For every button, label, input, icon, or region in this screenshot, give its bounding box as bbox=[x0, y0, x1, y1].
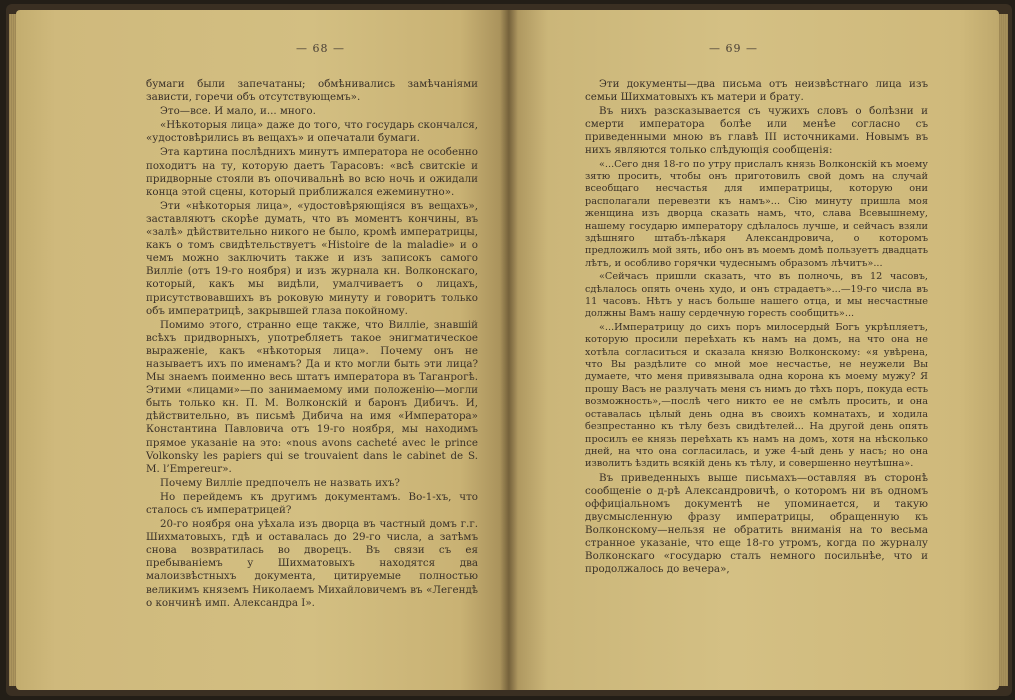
paragraph: Эти документы—два письма отъ неизвѣстнаго лица изъ семьи Шихматовыхъ къ матери и брату. bbox=[585, 78, 928, 104]
paragraph: Эти «нѣкоторыя лица», «удостовѣряющіяся въ вещахъ», заставляютъ скорѣе думать, что въ моментъ кончины, въ «залѣ» дѣйствительно никого не было, кромѣ императрицы, какъ о томъ свидѣтельствуетъ «Histoire de la maladie» и о чемъ можно заключить также и изъ записокъ самого Вилліе (отъ 19-го ноября) и изъ журнала кн. Волконскаго, который, какъ мы видѣли, умалчиваетъ о лицахъ, присутствовавшихъ въ роковую минуту и говоритъ только объ императрицѣ, закрывшей глаза покойному. bbox=[146, 199, 478, 317]
page-text bbox=[146, 78, 478, 611]
page-edges-right bbox=[999, 14, 1008, 686]
paragraph: Въ нихъ разсказывается съ чужихъ словъ о болѣзни и смерти императора болѣе или менѣе согласно съ приведенными мною въ главѣ III источниками. Новымъ въ нихъ являются только слѣдующія сообщенія: bbox=[585, 105, 928, 157]
page-number: — 68 — bbox=[296, 42, 345, 55]
paragraph: Но перейдемъ къ другимъ документамъ. Во-1-хъ, что сталось съ императрицей? bbox=[146, 490, 478, 516]
book-gutter bbox=[500, 10, 518, 690]
left-page bbox=[16, 10, 509, 690]
paragraph: «Нѣкоторыя лица» даже до того, что государь скончался, «удостовѣрились въ вещахъ» и опечатали бумаги. bbox=[146, 119, 478, 145]
paragraph: бумаги были запечатаны; обмѣнивались замѣчаніями зависти, горечи объ отсутствующемъ». bbox=[146, 78, 478, 104]
paragraph: Помимо этого, странно еще также, что Вилліе, знавшій всѣхъ придворныхъ, употребляетъ такое энигматическое выраженіе, какъ «нѣкоторыя лица». Почему онъ не называетъ ихъ по именамъ? Да и кто могли быть эти лица? Мы знаемъ поименно весь штатъ императора въ Таганрогѣ. Этими «лицами»—по занимаемому ими положенію—могли быть только кн. П. М. Волконскій и баронъ Дибичъ. И, дѣйствительно, въ письмѣ Дибича на имя «Императора» Константина Павловича отъ 19-го ноября, мы находимъ прямое указаніе на это: «nous avons cacheté avec le prince Volkonsky les papiers qui se trouvaient dans le cabinet de S. M. l’Empereur». bbox=[146, 318, 478, 475]
paragraph: Это—все. И мало, и... много. bbox=[160, 105, 316, 118]
paragraph: Эта картина послѣднихъ минутъ императора не особенно походитъ на ту, которую даетъ Тарасовъ: «всѣ свитскіе и придворные стояли въ опочивальнѣ во всю ночь и ожидали конца этой сцены, который приближался ежеминутно». bbox=[146, 146, 478, 198]
right-page bbox=[509, 10, 999, 690]
page-number: — 69 — bbox=[709, 42, 758, 55]
page-text bbox=[585, 78, 928, 577]
paragraph: Почему Вилліе предпочелъ не назвать ихъ? bbox=[160, 476, 400, 489]
quoted-letter: «...Сего дня 18-го по утру прислалъ князь Волконскій къ моему зятю просить, чтобы онъ приготовилъ свой домъ на случай всеобщаго несчастья для императрицы, которую они располагали перевезти къ намъ»... Сію минуту пришла моя женщина изъ дворца сказать намъ, что, слава Всевышнему, нашему государю императору сдѣлалось лучше, и сейчасъ взяли здѣшняго штабъ-лѣкаря Александровича, о которомъ предложилъ мой зять, ибо онъ въ моемъ домѣ пользуетъ двадцать лѣтъ, и особливо горячки чудеснымъ образомъ лѣчитъ»... bbox=[585, 158, 928, 269]
paragraph: 20-го ноября она уѣхала изъ дворца въ частный домъ г.г. Шихматовыхъ, гдѣ и оставалась до 29-го числа, а затѣмъ снова возвратилась во дворецъ. Въ связи съ ея пребываніемъ у Шихматовыхъ находятся два малоизвѣстныхъ документа, цитируемые полностью великимъ княземъ Николаемъ Михайловичемъ въ «Легендѣ о кончинѣ имп. Александра I». bbox=[146, 518, 478, 609]
quoted-letter: «...Императрицу до сихъ поръ милосердый Богъ укрѣпляетъ, которую просили переѣхать къ намъ на домъ, на что она не хотѣла согласиться и сказала князю Волконскому: «я увѣрена, что Вы раздѣлите со мной мое несчастье, не неужели Вы думаете, что меня привязывала одна корона къ моему мужу? Я прошу Васъ не разлучать меня съ нимъ до тѣхъ поръ, покуда есть возможность»,—послѣ чего никто ее не смѣлъ просить, и она оставалась цѣлый день одна въ своихъ комнатахъ, и ходила безпрестанно къ тѣлу безъ свидѣтелей... На другой день опять просилъ ее князь переѣхать къ намъ на домъ, хотя на нѣсколько дней, на что она согласилась, и уже 4-ый день у насъ; но она изволитъ ѣздить всякій день къ тѣлу, и совершенно неутѣшна». bbox=[585, 321, 928, 470]
quoted-letter: «Сейчасъ пришли сказать, что въ полночь, въ 12 часовъ, сдѣлалось опять очень худо, и онъ страдаетъ»...—19-го числа въ 11 часовъ. Нѣтъ у насъ больше нашего отца, и мы несчастные должны Вамъ нашу сердечную горесть сообщить»... bbox=[585, 271, 928, 320]
paragraph: Въ приведенныхъ выше письмахъ—оставляя въ сторонѣ сообщеніе о д-рѣ Александровичѣ, о которомъ ни въ одномъ оффиціальномъ документѣ не упоминается, и такую двусмысленную фразу императрицы, обращенную къ Волконскому—нельзя не обратить вниманія на то весьма странное указаніе, что еще 18-го утромъ, когда по журналу Волконскаго «государю сталъ немного посильнѣе, что и продолжалось до вечера», bbox=[585, 471, 928, 576]
